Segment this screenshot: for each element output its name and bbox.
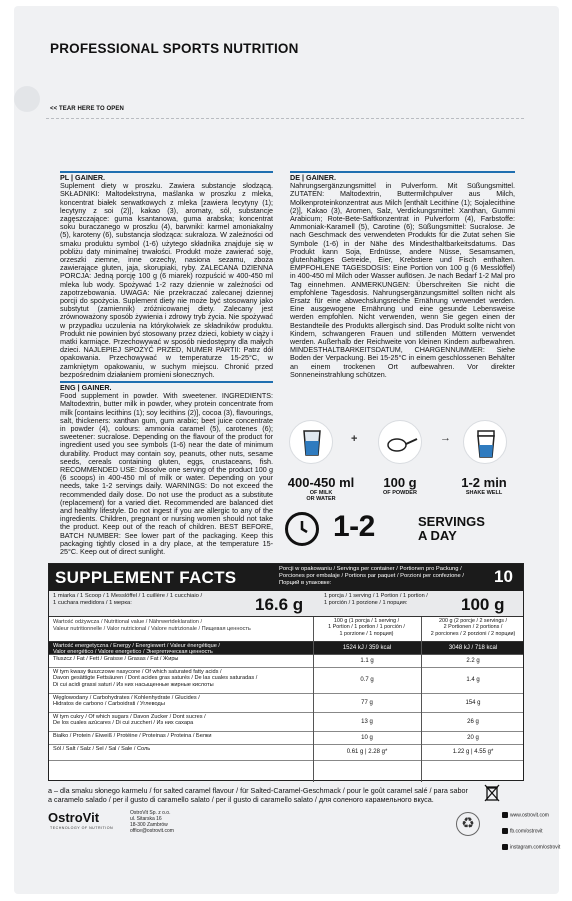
servings-per-container-label: Porcji w opakowaniu / Servings per container / Portionen pro Packung / Porciones por embalaje / Portions par paquet / Porzioni per confezione / Порций в упаковке: bbox=[279, 566, 464, 586]
nutrient-row bbox=[49, 655, 523, 668]
nutrient-label: Sól / Salt / Salz / Sel / Sal / Sale / Соль bbox=[53, 746, 151, 752]
liquid-amount: 400-450 ml bbox=[287, 475, 355, 490]
label-text-en bbox=[60, 381, 273, 556]
nutrient-value-200g: 3048 kJ / 718 kcal bbox=[448, 644, 498, 651]
servings-per-container-value: 10 bbox=[494, 567, 513, 586]
nutrient-label: W tym cukry / Of which sugars / Davon Zucker / Dont sucres / De los cuales azúcares / Di cui zuccheri / Из них сахара bbox=[53, 714, 206, 727]
nutritional-value-header: Wartość odżywcza / Nutritional value / Nährwertdeklaration / Valeur nutritionnelle / Valor nutricional / Valore nutrizionale / Пищевая ценность bbox=[53, 619, 251, 632]
column-divider bbox=[313, 617, 314, 782]
plus-sign: + bbox=[351, 433, 358, 445]
tear-instruction: << TEAR HERE TO OPEN bbox=[50, 106, 124, 112]
scoop-size-value: 16.6 g bbox=[255, 595, 304, 614]
tear-line bbox=[46, 118, 524, 119]
nutrient-value-200g: 154 g bbox=[465, 699, 481, 706]
company-address: OstroVit Sp. z o.o. ul. Sitarska 16 18-300 Zambrów office@ostrovit.com bbox=[130, 810, 174, 834]
nutrient-label: Białko / Protein / Eiweiß / Protéine / Proteinas / Proteina / Белки bbox=[53, 733, 212, 739]
clock-icon bbox=[285, 512, 319, 546]
serving-size-label: 1 porcja / 1 serving / 1 Portion / 1 portion / 1 porción / 1 porzione / 1 порция: bbox=[324, 593, 428, 606]
lang-heading-de: DE | GAINER. bbox=[290, 171, 515, 182]
facebook-text: fb.com/ostrovit bbox=[510, 828, 543, 835]
column-header-100g: 100 g (1 porcja / 1 serving / 1 Portion / 1 portion / 1 porción / 1 porzione / 1 порция) bbox=[328, 618, 405, 637]
usage-instructions bbox=[283, 420, 518, 500]
nutrient-label: Tłuszcz / Fat / Fett / Graisse / Grasas / Fat / Жиры bbox=[53, 656, 179, 662]
supplement-facts-table bbox=[48, 563, 524, 781]
label-text-de bbox=[290, 171, 515, 379]
lang-body-en: Food supplement in powder. With sweetener. INGREDIENTS: Maltodextrin, butter milk in powder, whey protein concentrate from milk [contains lecithins (1); soy lecithins (2)], cocoa (3), flavourings, salt, thickeners: xanthan gum, gum arabic; beet juice concentrate in powder (4), colours: ammonia caramel (5), carotenes (6); sweetener: sucralose. Depending on the flavour of the product for ingredient used you see symbols (1-6) near the date of minimum durability. Product may contain soy, peanuts, other nuts, sesame seeds, cereals containing gluten, eggs, crustaceans, fish. RECOMMENDED USE: Dissolve one serving of the product 100 g (6 scoops) in 400-450 ml of milk or water. Depending on your needs, take 1-2 servings daily. WARNINGS: Do not exceed the recommended daily dose. Do not use the product as a substitute (replacement) for a varied diet. Recommended are balanced diet and healthy lifestyle. Do not ingest if you are allergic to any of the ingredients. Children, pregnant or nursing women should not take the product. Keep out of the reach of children. BEST BEFORE, BATCH NUMBER: See lower part of the packaging. Keep this packaging tightly closed in a dry place, at the temperature 15-25°C. Keep out of direct sunlight. bbox=[60, 391, 273, 557]
nutrient-row bbox=[49, 668, 523, 694]
portion-size-row bbox=[49, 591, 523, 617]
facts-header-row bbox=[49, 617, 523, 642]
facebook-icon bbox=[502, 828, 508, 834]
servings-line-2: A DAY bbox=[418, 528, 457, 543]
powder-caption: OF POWDER bbox=[383, 490, 417, 496]
recycle-icon: ♻ bbox=[456, 812, 480, 836]
shake-time: 1-2 min bbox=[461, 475, 507, 490]
crossed-bin-icon bbox=[484, 784, 500, 802]
nutrient-label: Węglowodany / Carbohydrates / Kohlenhydrate / Glucides / Hidratos de carbono / Carboidrati / Углеводы bbox=[53, 695, 200, 708]
nutrient-row bbox=[49, 642, 523, 655]
facts-title-bar bbox=[49, 564, 523, 591]
nutrient-label: W tym kwasy tłuszczowe nasycone / Of which saturated fatty acids / Davon gesättigte Fettsäuren / Dont acides gras saturés / De las cuales saturadas / Di cui acidi grassi saturi / Из них насыщенные жирные кислоты bbox=[53, 669, 258, 688]
flavour-note: a – dla smaku słonego karmelu / for salted caramel flavour / für Salted-Caramel-Geschmack / pour le goût caramel salé / para sabor a caramelo salado / per il gusto di caramello salato / per il gusto di caramello salato / для соленого карамельного вкуса. bbox=[48, 786, 468, 804]
scoop-size-label: 1 miarka / 1 Scoop / 1 Messlöffel / 1 cuillère / 1 cucchiaio / 1 cuchara medidora / 1 мерка: bbox=[53, 593, 203, 606]
label-text-pl bbox=[60, 171, 273, 379]
column-header-200g: 200 g (2 porcje / 2 servings / 2 Portionen / 2 portions / 2 porciones / 2 porzioni / 2 порции) bbox=[430, 618, 516, 637]
nutrient-value-100g: 13 g bbox=[361, 718, 373, 725]
instagram-text: instagram.com/ostrovit bbox=[510, 844, 561, 851]
nutrient-value-200g: 20 g bbox=[467, 734, 479, 741]
lang-heading-pl: PL | GAINER. bbox=[60, 171, 273, 182]
lang-heading-en: ENG | GAINER. bbox=[60, 381, 273, 392]
nutrient-value-200g: 2.2 g bbox=[466, 657, 480, 664]
nutrient-value-200g: 26 g bbox=[467, 718, 479, 725]
liquid-caption: OF MILK OR WATER bbox=[306, 490, 336, 502]
nutrient-row bbox=[49, 745, 523, 761]
social-website bbox=[502, 812, 549, 818]
serving-size-value: 100 g bbox=[461, 595, 505, 614]
nutrient-value-100g: 0.61 g | 2.28 g* bbox=[346, 749, 388, 755]
servings-number: 1-2 bbox=[333, 510, 375, 543]
social-facebook bbox=[502, 828, 543, 834]
nutrient-value-100g: 1.1 g bbox=[360, 657, 374, 664]
servings-per-day bbox=[285, 510, 515, 550]
footer bbox=[48, 808, 561, 868]
nutrient-value-100g: 10 g bbox=[361, 734, 373, 741]
nutrient-value-200g: 1.4 g bbox=[466, 677, 480, 683]
facts-title: SUPPLEMENT FACTS bbox=[55, 568, 237, 587]
tear-notch bbox=[14, 86, 40, 112]
lang-body-de: Nahrungsergänzungsmittel in Pulverform. Mit Süßungsmittel. ZUTATEN: Maltodextrin, Buttermilchpulver aus Milch, Molkenproteinkonzentrat aus Milch [enthält Lecithine (1); Sojalecithine (2)], Kakao (3), Aromen, Salz, Verdickungsmittel: Xanthan, Gummi Arabicum; Rote-Bete-Saftkonzentrat in Pulverform (4), Farbstoffe: Ammoniak-Karamell (5), Carotine (6); Süßungsmittel: Sucralose. Je nach Geschmack des verwendeten Produkts für die Zutat sehen Sie Symbole (1-6) in der Nähe des Mindesthaltbarkeitsdatums. Das Produkt kann Soja, Erdnüsse, andere Nüsse, Sesamsamen, glutenhaltiges Getreide, Eier, Krebstiere und Fisch enthalten. EMPFOHLENE TAGESDOSIS: Eine Portion von 100 g (6 Messlöffel) in 400-450 ml Milch oder Wasser auflösen. Je nach Bedarf 1-2 Mal pro Tag einnehmen. ANMERKUNGEN: Überschreiten Sie nicht die empfohlene Tagesdosis. Nahrungsergänzungsmittel sollten nicht als Ersatz für eine abwechslungsreiche Ernährung verwendet werden. Eine ausgewogene Ernährung und eine gesunde Lebensweise werden empfohlen. Nicht verwenden, wenn Sie gegen einen der Bestandteile des Produkts allergisch sind. Das Produkt sollte nicht von Kindern, schwangeren Frauen und stillenden Müttern verwendet werden. Außerhalb der Reichweite von kleinen Kindern aufbewahren. MINDESTHALTBARKEITSDATUM, CHARGENNUMMER: Siehe Boden der Verpackung. Bei 15-25°C in einem geschlossenen Behälter an einem trockenen Ort aufbewahren. Vor direkter Sonneneinstrahlung schützen. bbox=[290, 181, 515, 379]
lang-body-pl: Suplement diety w proszku. Zawiera substancje słodzącą. SKŁADNIKI: Maltodekstryna, maślanka w proszku z mleka, koncentrat białek serwatkowych z mleka [zawiera lecytyny (1); lecytyny z soi (2)], kakao (3), aromaty, sól, substancje zagęszczające: guma ksantanowa, guma arabska; koncentrat soku buraczanego w proszku (4), barwniki: karmel amoniakalny (5), karoteny (6), substancja słodząca: sukraloza. W zależności od smaku produktu symbol (1-6) użytego składnika znajduje się w pobliżu daty minimalnej trwałości. Produkt może zawierać soję, orzeszki ziemne, inne orzechy, nasiona sezamu, zboża zawierające gluten, jaja, skorupiaki, ryby. ZALECANA DZIENNA PORCJA: Jedną porcję 100 g (6 miarek) rozpuścić w 400-450 ml mleka lub wody. Spożywać 1-2 razy dziennie w zależności od zapotrzebowania. UWAGA: Nie przekraczać zalecanej dziennej porcji do spożycia. Suplement diety nie może być stosowany jako substytut (zamiennik) zróżnicowanej diety. Zalecany jest zrównoważony sposób żywienia i zdrowy tryb życia. Nie spożywać w przypadku uczulenia na którykolwiek ze składników produktu. Produkt nie powinien być stosowany przez dzieci, kobiety w ciąży i matki karmiące. Przechowywać w sposób niedostępny dla małych dzieci. NAJLEPIEJ SPOŻYĆ PRZED, NUMER PARTII: Patrz dół opakowania. Przechowywać w temperaturze 15-25°C, w zamkniętym opakowaniu, w suchym miejscu. Chronić przed bezpośrednim działaniem promieni słonecznych. bbox=[60, 181, 273, 379]
brand-tagline: PROFESSIONAL SPORTS NUTRITION bbox=[50, 41, 299, 56]
nutrient-value-100g: 1524 kJ / 359 kcal bbox=[342, 644, 392, 651]
arrow-sign: → bbox=[440, 432, 451, 444]
nutrient-value-100g: 77 g bbox=[361, 699, 373, 706]
glass-icon bbox=[289, 420, 333, 464]
column-divider bbox=[421, 617, 422, 782]
shake-caption: SHAKE WELL bbox=[465, 490, 503, 496]
nutrient-value-200g: 1.22 g | 4.55 g* bbox=[452, 749, 494, 755]
shaker-icon bbox=[463, 420, 507, 464]
website-text: www.ostrovit.com bbox=[510, 812, 549, 819]
social-instagram bbox=[502, 844, 560, 850]
nutrient-row bbox=[49, 732, 523, 745]
logo-tagline: TECHNOLOGY OF NUTRITION bbox=[50, 826, 114, 830]
instagram-icon bbox=[502, 844, 508, 850]
nutrient-row bbox=[49, 713, 523, 732]
nutrient-label: Wartość energetyczna / Energy / Energiewert / Valeur énergétique / Valor energético / Valore energetico / Энергетическая ценность bbox=[53, 643, 220, 656]
scoop-icon bbox=[378, 420, 422, 464]
ostrovit-logo: OstroVit bbox=[48, 810, 100, 825]
powder-amount: 100 g bbox=[383, 475, 417, 490]
globe-icon bbox=[502, 812, 508, 818]
nutrient-value-100g: 0.7 g bbox=[360, 677, 374, 683]
servings-text bbox=[418, 515, 485, 543]
servings-line-1: SERVINGS bbox=[418, 514, 485, 529]
nutrient-row bbox=[49, 694, 523, 713]
